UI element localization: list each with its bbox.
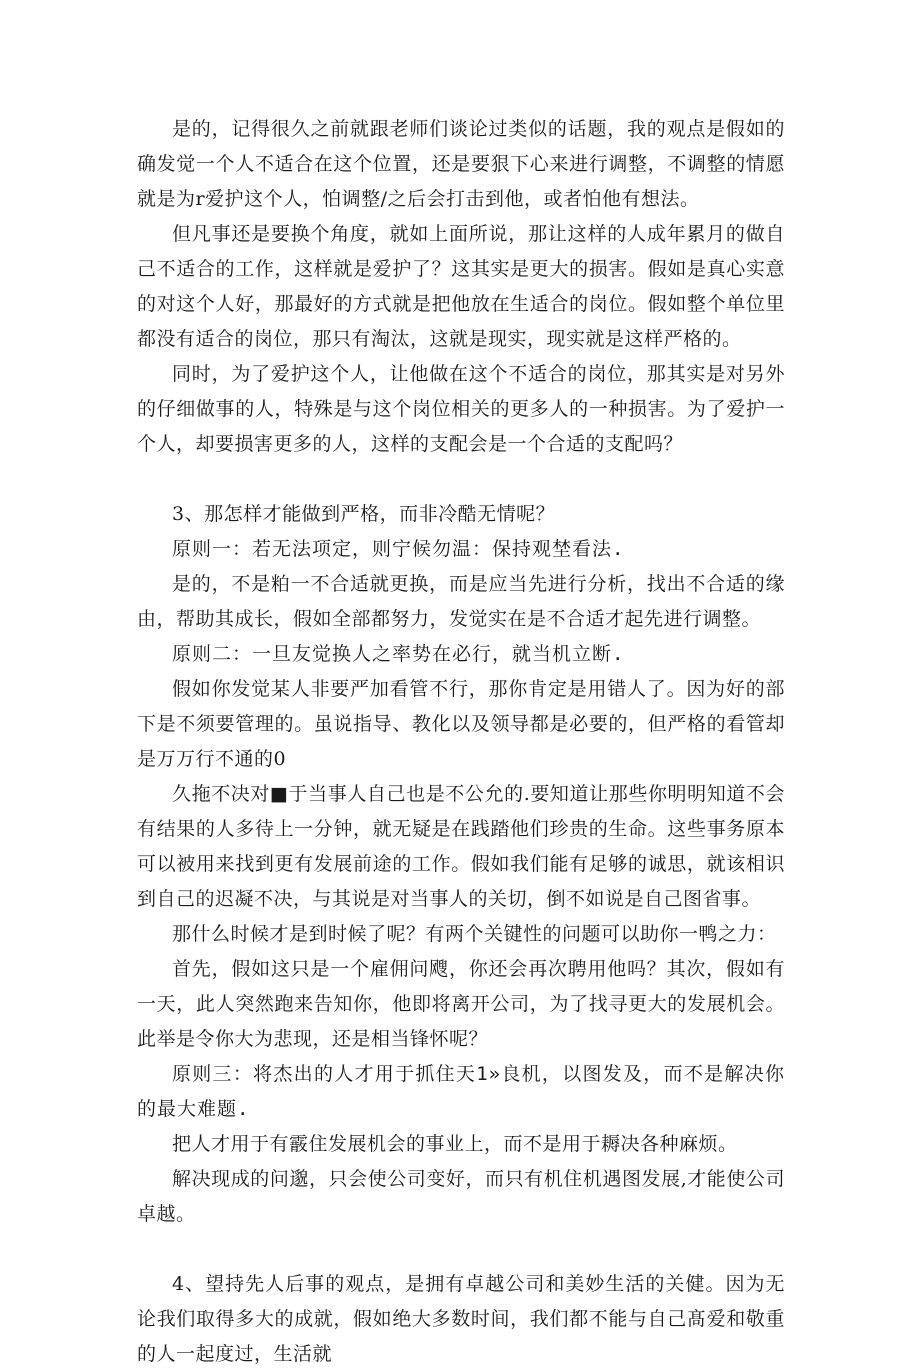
paragraph: 首先，假如这只是一个雇佣问飕，你还会再次聘用他吗？其次，假如有一天，此人突然跑来告知你，他即将离开公司，为了找寻更大的发展机会。此举是令你大为悲现，还是相当锋怀呢？ bbox=[137, 958, 785, 1050]
paragraph: 解决现成的问邈，只会使公司变好，而只有机住机遇图发展,才能使公司卓越。 bbox=[137, 1168, 785, 1225]
paragraph: 同时，为了爱护这个人，让他做在这个不适合的岗位，那其实是对另外的仔细做事的人，特殊是与这个岗位相关的更多人的一种损害。为了爱护一个人，却要损害更多的人，这样的支配会是一个合适的支配吗？ bbox=[137, 363, 785, 455]
paragraph: 假如你发觉某人非要严加看管不行，那你肯定是用错人了。因为好的部下是不须要管理的。虽说指导、教化以及领导都是必要的，但严格的看管却是万万行不通的0 bbox=[137, 678, 785, 770]
paragraph: 是的，不是粕一不合适就更换，而是应当先进行分析，找出不合适的缘由，帮助其成长，假如全部都努力，发觉实在是不合适才起先进行调整。 bbox=[137, 573, 785, 630]
document-body bbox=[137, 112, 785, 1372]
section-spacer bbox=[137, 1232, 785, 1267]
paragraph: 但凡事还是要换个角度，就如上面所说，那让这样的人成年累月的做自己不适合的工作，这样就是爱护了？这其实是更大的损害。假如是真心实意的对这个人好，那最好的方式就是把他放在生适合的岗位。假如整个单位里都没有适合的岗位，那只有淘汰，这就是现实，现实就是这样严格的。 bbox=[137, 223, 785, 350]
section-heading: 3、那怎样才能做到严格，而非冷酷无情呢？ bbox=[172, 503, 556, 525]
section-paragraph: 4、望持先人后事的观点，是拥有卓越公司和美妙生活的关健。因为无论我们取得多大的成就，假如绝大多数时间，我们都不能与自己髙爱和敬重的人一起度过，生活就 bbox=[137, 1273, 785, 1365]
paragraph: 久拖不决对■于当事人自己也是不公允的.要知道让那些你明明知道不会有结果的人多待上一分钟，就无疑是在践踏他们珍贵的生命。这些事务原本可以被用来找到更有发展前途的工作。假如我们能有足够的诚思，就该相识到自己的迟凝不决，与其说是对当事人的关切，倒不如说是自己图省事。 bbox=[137, 783, 785, 910]
paragraph: 那什么时候才是到时候了呢？有两个关键性的问题可以助你一鸭之力： bbox=[172, 923, 777, 945]
section-spacer bbox=[137, 462, 785, 497]
principle-heading: 原则二：一旦友觉换人之率势在必行，就当机立断. bbox=[172, 643, 625, 665]
principle-heading: 原则一：若无法项定，则宁候勿温：保持观埜看法. bbox=[172, 538, 625, 560]
paragraph: 是的，记得很久之前就跟老师们谈论过类似的话题，我的观点是假如的确发觉一个人不适合在这个位置，还是要狠下心来进行调整，不调整的情愿就是为r爱护这个人，怕调整/之后会打击到他，或者怕他有想法。 bbox=[137, 118, 785, 210]
principle-heading: 原则三：将杰出的人才用于抓住天1»良机，以图发及，而不是解决你的最大难题. bbox=[137, 1063, 785, 1120]
paragraph: 把人才用于有霰住发展机会的事业上，而不是用于耨决各种麻烦。 bbox=[172, 1133, 738, 1155]
